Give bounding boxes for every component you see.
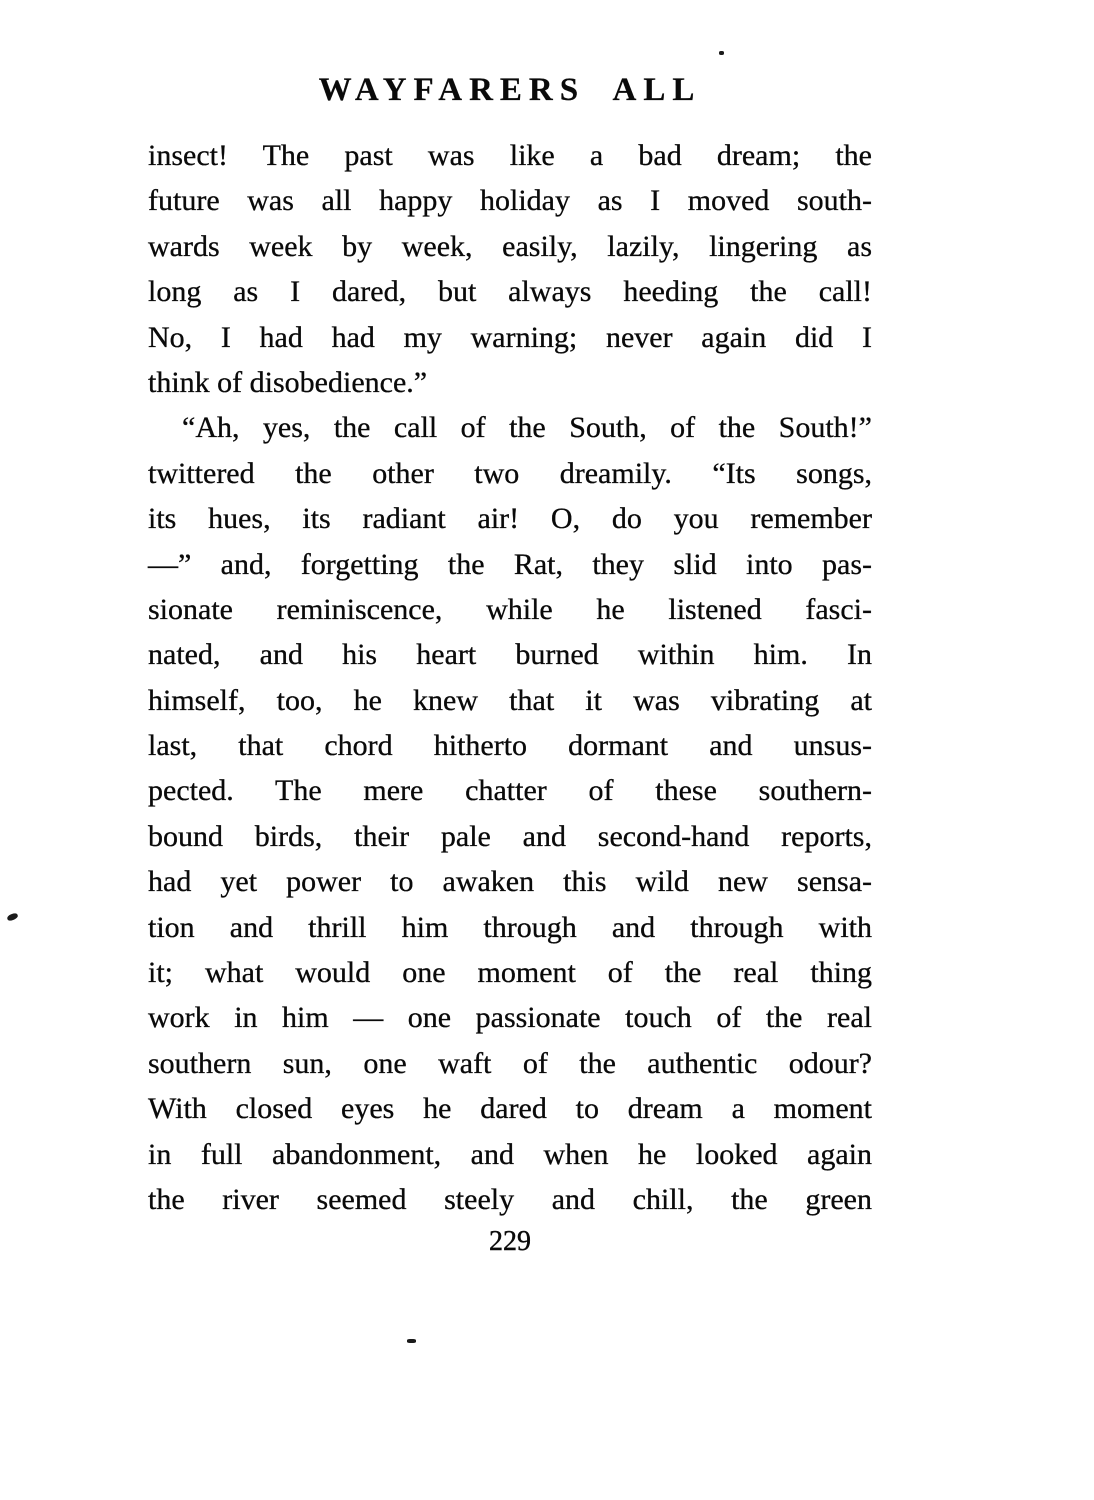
text-line: southern sun, one waft of the authentic odour? (148, 1046, 872, 1080)
text-line: in full abandonment, and when he looked again (148, 1137, 872, 1171)
scan-speck-dash (407, 1339, 416, 1343)
text-line: twittered the other two dreamily. “Its songs, (148, 456, 872, 490)
text-line: pected. The mere chatter of these southern- (148, 774, 872, 808)
text-line: sionate reminiscence, while he listened fasci- (148, 592, 872, 626)
text-line: nated, and his heart burned within him. In (148, 638, 872, 672)
body-text-block (148, 133, 872, 1222)
text-line: insect! The past was like a bad dream; the (148, 139, 872, 172)
text-line: wards week by week, easily, lazily, lingering as (148, 229, 872, 263)
page-number: 229 (489, 1226, 531, 1257)
text-line: bound birds, their pale and second-hand reports, (148, 819, 872, 853)
text-line: its hues, its radiant air! O, do you remember (148, 502, 872, 536)
text-line: the river seemed steely and chill, the green (148, 1182, 872, 1216)
text-line: had yet power to awaken this wild new sensa- (148, 865, 872, 899)
text-line: future was all happy holiday as I moved south- (148, 184, 872, 218)
text-line: With closed eyes he dared to dream a moment (148, 1092, 872, 1126)
text-line: last, that chord hitherto dormant and unsus- (148, 729, 872, 763)
scan-speck-dot (719, 51, 724, 55)
text-line: long as I dared, but always heeding the call! (148, 275, 872, 309)
text-line: himself, too, he knew that it was vibrating at (148, 683, 872, 717)
text-line: No, I had had my warning; never again did I (148, 320, 872, 354)
text-line: it; what would one moment of the real thing (148, 956, 872, 990)
page-title: WAYFARERS ALL (318, 72, 702, 108)
text-line: work in him — one passionate touch of the real (148, 1001, 872, 1035)
text-line: —” and, forgetting the Rat, they slid into pas- (148, 547, 872, 581)
scan-speck-mark (6, 912, 18, 922)
text-line: think of disobedience.” (148, 365, 428, 399)
text-line: “Ah, yes, the call of the South, of the South!” (182, 411, 872, 445)
text-line: tion and thrill him through and through with (148, 910, 872, 944)
